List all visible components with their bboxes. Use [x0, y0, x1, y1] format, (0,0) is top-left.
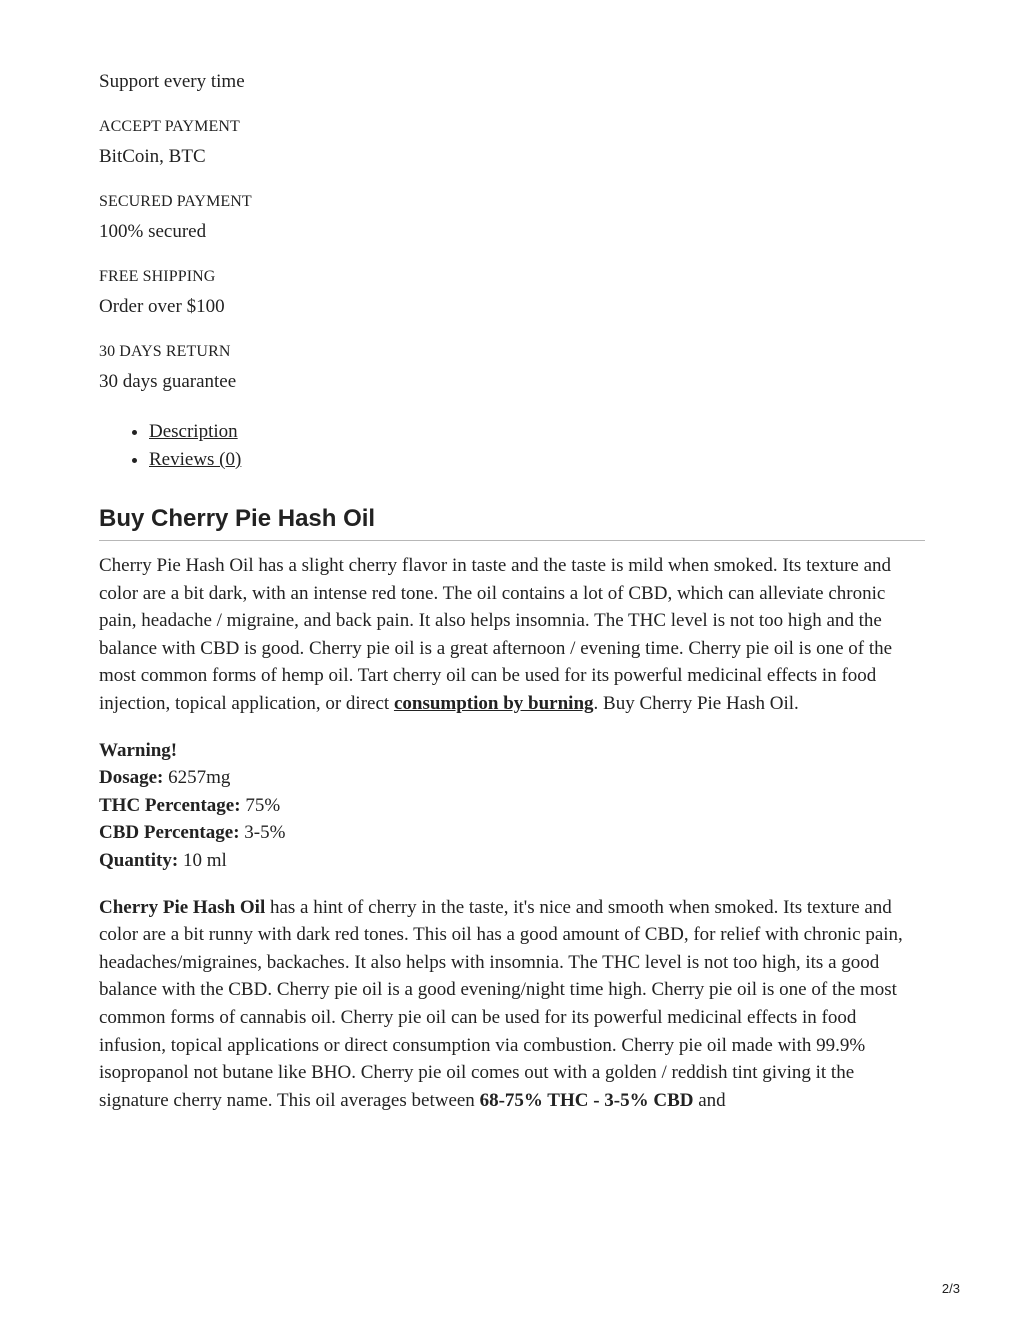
tab-description [149, 418, 925, 446]
spec-warning [99, 737, 925, 765]
feature-value: Order over $100 [99, 296, 225, 317]
section-heading: Buy Cherry Pie Hash Oil [99, 504, 925, 541]
spec-quantity [99, 847, 925, 875]
feature-label: ACCEPT PAYMENT [99, 118, 240, 135]
spec-cbd [99, 819, 925, 847]
cbd-value: 3-5% [239, 822, 286, 844]
thc-label: THC Percentage: [99, 794, 241, 816]
tab-reviews-link[interactable]: Reviews (0) [149, 449, 242, 470]
product-tabs [99, 418, 925, 474]
feature-accept-payment [99, 116, 925, 171]
tab-description-link[interactable]: Description [149, 421, 238, 442]
intro-text-end: . Buy Cherry Pie Hash Oil. [593, 692, 799, 714]
feature-label: SECURED PAYMENT [99, 193, 252, 210]
quantity-label: Quantity: [99, 849, 179, 871]
description-bold-start: Cherry Pie Hash Oil [99, 896, 266, 918]
description-text: has a hint of cherry in the taste, it's nice and smooth when smoked. Its texture and color are a bit runny with dark red tones. This oil has a good amount of CBD, for relief with chronic pain, headaches/migraines, backaches. It also helps with insomnia. The THC level is not too high, its a good balance with the CBD. Cherry pie oil is a good evening/night time high. Cherry pie oil is one of the most common forms of cannabis oil. Cherry pie oil can be used for its powerful medicinal effects in food infusion, topical applications or direct consumption via combustion. Cherry pie oil made with 99.9% isopropanol not butane like BHO. Cherry pie oil comes out with a golden / reddish tint giving it the signature cherry name. This oil averages between [99, 896, 903, 1111]
product-specs [99, 737, 925, 875]
feature-30-days-return [99, 341, 925, 396]
feature-value: BitCoin, BTC [99, 146, 206, 167]
description-bold-range: 68-75% THC - 3-5% CBD [479, 1089, 694, 1111]
spec-dosage [99, 764, 925, 792]
support-text: Support every time [99, 71, 245, 92]
warning-label: Warning! [99, 739, 178, 761]
quantity-value: 10 ml [178, 849, 227, 871]
thc-value: 75% [240, 794, 281, 816]
tab-reviews [149, 446, 925, 474]
feature-value: 100% secured [99, 221, 207, 242]
feature-value: 30 days guarantee [99, 371, 237, 392]
feature-label: 30 DAYS RETURN [99, 343, 231, 360]
intro-paragraph [99, 552, 925, 718]
description-paragraph [99, 894, 925, 1115]
spec-thc [99, 792, 925, 820]
document-page [99, 68, 925, 1114]
feature-secured-payment [99, 191, 925, 246]
page-number: 2/3 [941, 1281, 960, 1296]
cbd-label: CBD Percentage: [99, 822, 240, 844]
description-text-end: and [693, 1089, 726, 1111]
feature-label: FREE SHIPPING [99, 268, 216, 285]
consumption-link[interactable]: consumption by burning [393, 692, 594, 714]
feature-free-shipping [99, 266, 925, 321]
dosage-label: Dosage: [99, 767, 164, 789]
intro-text: Cherry Pie Hash Oil has a slight cherry flavor in taste and the taste is mild when smoked. Its texture and color are a bit dark, with an intense red tone. The oil contains a lot of CBD, which can alleviate chronic pain, headache / migraine, and back pain. It also helps insomnia. The THC level is not too high and the balance with CBD is good. Cherry pie oil is a great afternoon / evening time. Cherry pie oil is one of the most common forms of hemp oil. Tart cherry oil can be used for its powerful medicinal effects in food injection, topical application, or direct [99, 555, 893, 714]
dosage-value: 6257mg [163, 767, 231, 789]
